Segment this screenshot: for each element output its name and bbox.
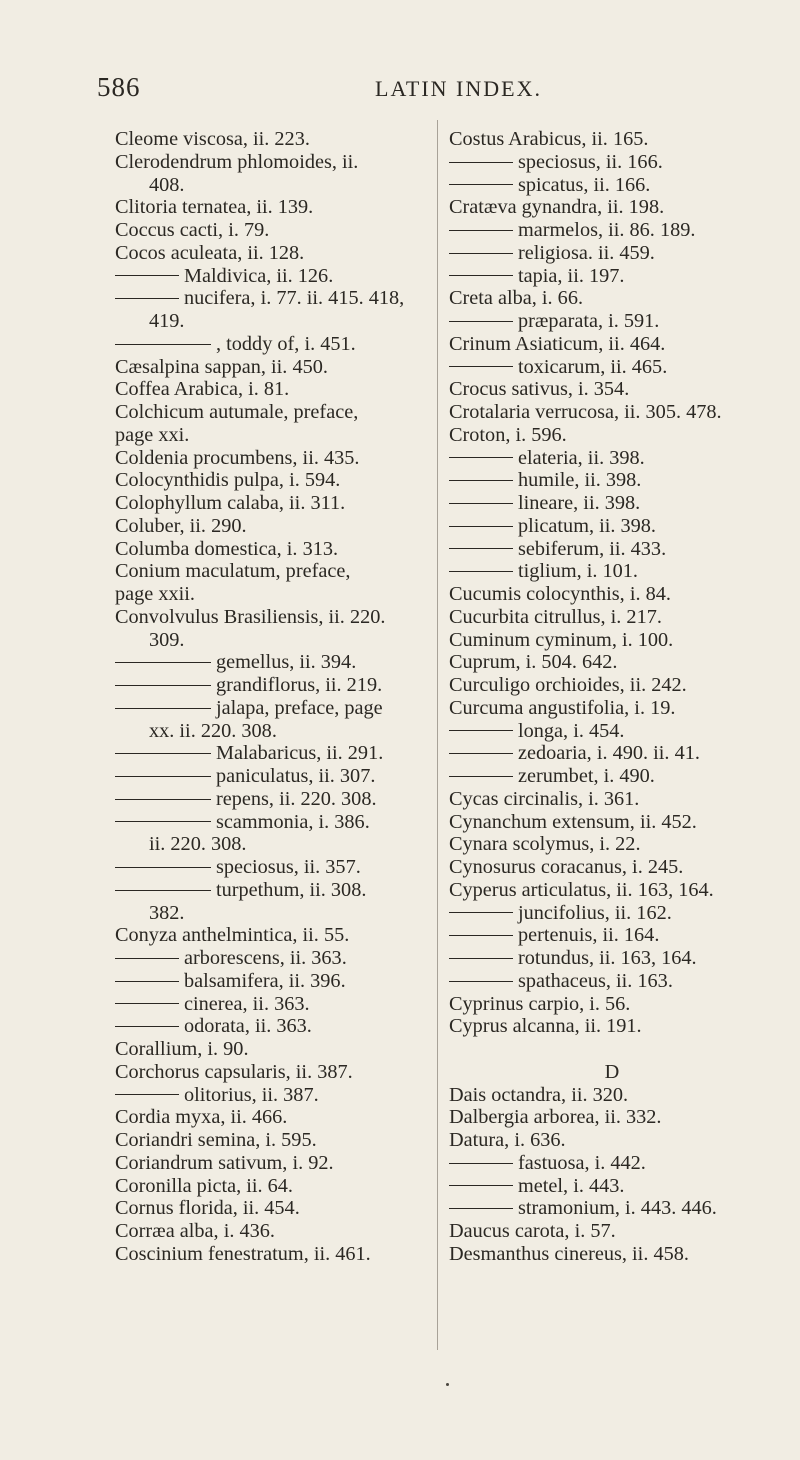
ditto-dash	[449, 253, 513, 254]
index-entry	[115, 583, 433, 606]
index-subentry	[449, 1152, 789, 1175]
entry-text: metel, i. 443.	[518, 1174, 625, 1197]
entry-text: Crinum Asiaticum, ii. 464.	[449, 332, 666, 355]
entry-text: ii. 220. 308.	[149, 833, 247, 856]
index-column-left	[115, 128, 433, 1266]
entry-text: Coccus cacti, i. 79.	[115, 219, 270, 241]
entry-text: odorata, ii. 363.	[184, 1015, 312, 1038]
entry-text: Corræa alba, i. 436.	[115, 1220, 275, 1242]
index-entry	[115, 469, 433, 492]
entry-text: Creta alba, i. 66.	[449, 287, 584, 310]
ditto-dash	[449, 753, 513, 754]
index-entry	[115, 1038, 433, 1061]
index-entry	[115, 560, 433, 583]
entry-text: Cyprinus carpio, i. 56.	[449, 992, 631, 1015]
index-entry-continuation	[115, 174, 433, 197]
entry-text: xx. ii. 220. 308.	[149, 719, 277, 742]
ditto-dash	[449, 457, 513, 458]
entry-text: stramonium, i. 443. 446.	[518, 1197, 717, 1220]
index-entry-continuation	[115, 310, 433, 333]
entry-text: Colophyllum calaba, ii. 311.	[115, 492, 346, 514]
index-subentry	[115, 856, 433, 879]
entry-text: Malabaricus, ii. 291.	[216, 742, 384, 765]
ditto-dash	[449, 548, 513, 549]
entry-text: Conium maculatum, preface,	[115, 560, 351, 583]
entry-text: Corallium, i. 90.	[115, 1038, 249, 1060]
entry-text: Curcuma angustifolia, i. 19.	[449, 696, 676, 719]
ditto-dash	[115, 821, 211, 822]
index-subentry	[449, 902, 789, 925]
entry-text: arborescens, ii. 363.	[184, 947, 347, 969]
entry-text: spicatus, ii. 166.	[518, 173, 651, 196]
running-title: LATIN INDEX.	[375, 76, 542, 101]
ditto-dash	[449, 935, 513, 936]
index-subentry	[115, 970, 433, 993]
entry-text: 419.	[149, 310, 185, 332]
index-subentry	[449, 515, 789, 538]
entry-text: speciosus, ii. 166.	[518, 150, 663, 173]
index-subentry	[115, 947, 433, 970]
index-entry	[115, 1152, 433, 1175]
index-entry	[449, 993, 789, 1016]
index-subentry	[115, 265, 433, 288]
index-entry	[449, 1220, 789, 1243]
entry-text: Conyza anthelmintica, ii. 55.	[115, 924, 350, 947]
index-subentry	[449, 151, 789, 174]
entry-text: olitorius, ii. 387.	[184, 1083, 319, 1106]
index-entry	[449, 287, 789, 310]
blank-line	[449, 1038, 789, 1061]
index-entry	[449, 879, 789, 902]
entry-text: Dalbergia arborea, ii. 332.	[449, 1106, 662, 1129]
index-subentry	[449, 538, 789, 561]
index-subentry	[115, 674, 433, 697]
index-entry	[115, 1106, 433, 1129]
entry-text: lineare, ii. 398.	[518, 492, 641, 514]
entry-text: 382.	[149, 901, 185, 924]
entry-text: religiosa. ii. 459.	[518, 241, 655, 264]
ditto-dash	[449, 480, 513, 481]
index-subentry	[449, 970, 789, 993]
ditto-dash	[115, 1094, 179, 1095]
index-subentry	[449, 469, 789, 492]
ditto-dash	[115, 890, 211, 891]
entry-text: page xxi.	[115, 423, 190, 446]
index-subentry	[449, 742, 789, 765]
ditto-dash	[449, 275, 513, 276]
ditto-dash	[449, 184, 513, 185]
entry-text: Datura, i. 636.	[449, 1129, 566, 1151]
ditto-dash	[449, 1185, 513, 1186]
index-entry	[115, 128, 433, 151]
index-entry-continuation	[115, 833, 433, 856]
entry-text: Coriandri semina, i. 595.	[115, 1129, 317, 1151]
entry-text: Cratæva gynandra, ii. 198.	[449, 196, 665, 219]
entry-text: Clerodendrum phlomoides, ii.	[115, 150, 359, 173]
index-subentry	[115, 993, 433, 1016]
ditto-dash	[115, 298, 179, 299]
index-entry	[449, 651, 789, 674]
column-divider	[437, 120, 438, 1350]
index-subentry	[449, 1175, 789, 1198]
index-entry	[115, 1129, 433, 1152]
entry-text: Cycas circinalis, i. 361.	[449, 787, 640, 810]
entry-text: sebiferum, ii. 433.	[518, 537, 667, 560]
entry-text: Convolvulus Brasiliensis, ii. 220.	[115, 605, 386, 628]
entry-text: rotundus, ii. 163, 164.	[518, 947, 697, 969]
index-subentry	[115, 811, 433, 834]
index-entry-continuation	[115, 720, 433, 743]
entry-text: Coronilla picta, ii. 64.	[115, 1174, 293, 1197]
index-column-right	[449, 128, 789, 1266]
entry-text: zedoaria, i. 490. ii. 41.	[518, 742, 700, 765]
entry-text: 408.	[149, 173, 185, 196]
entry-text: Crocus sativus, i. 354.	[449, 378, 630, 401]
index-subentry	[115, 1015, 433, 1038]
index-entry	[115, 606, 433, 629]
index-entry-continuation	[115, 629, 433, 652]
index-subentry	[449, 265, 789, 288]
index-entry	[449, 1106, 789, 1129]
entry-text: Croton, i. 596.	[449, 423, 567, 446]
entry-text: grandiflorus, ii. 219.	[216, 674, 383, 696]
entry-text: Columba domestica, i. 313.	[115, 537, 339, 560]
index-entry	[449, 128, 789, 151]
index-entry	[449, 424, 789, 447]
index-subentry	[115, 879, 433, 902]
entry-text: Costus Arabicus, ii. 165.	[449, 128, 649, 150]
index-entry	[449, 401, 789, 424]
index-subentry	[449, 492, 789, 515]
ditto-dash	[449, 230, 513, 231]
entry-text: Colocynthidis pulpa, i. 594.	[115, 469, 341, 492]
index-subentry	[449, 765, 789, 788]
entry-text: Cuprum, i. 504. 642.	[449, 651, 618, 674]
index-entry	[115, 1220, 433, 1243]
ditto-dash	[449, 912, 513, 913]
ink-speck	[446, 1383, 449, 1386]
entry-text: cinerea, ii. 363.	[184, 992, 310, 1015]
entry-text: tiglium, i. 101.	[518, 560, 639, 583]
entry-text: Coluber, ii. 290.	[115, 514, 247, 537]
entry-text: Dais octandra, ii. 320.	[449, 1083, 629, 1106]
index-entry	[115, 924, 433, 947]
index-entry	[449, 1084, 789, 1107]
ditto-dash	[449, 503, 513, 504]
ditto-dash	[115, 662, 211, 663]
ditto-dash	[115, 708, 211, 709]
index-subentry	[115, 651, 433, 674]
entry-text: Cæsalpina sappan, ii. 450.	[115, 355, 328, 378]
index-entry	[449, 333, 789, 356]
entry-text: Coldenia procumbens, ii. 435.	[115, 446, 360, 469]
ditto-dash	[449, 571, 513, 572]
ditto-dash	[449, 366, 513, 367]
entry-text: elateria, ii. 398.	[518, 446, 645, 469]
index-entry	[115, 515, 433, 538]
ditto-dash	[115, 685, 211, 686]
ditto-dash	[115, 799, 211, 800]
entry-text: Coscinium fenestratum, ii. 461.	[115, 1242, 371, 1265]
ditto-dash	[115, 753, 211, 754]
index-subentry	[115, 697, 433, 720]
entry-text: Cleome viscosa, ii. 223.	[115, 128, 310, 150]
ditto-dash	[449, 981, 513, 982]
entry-text: juncifolius, ii. 162.	[518, 901, 672, 924]
index-subentry	[115, 742, 433, 765]
index-entry	[115, 1243, 433, 1266]
index-entry	[115, 1175, 433, 1198]
entry-text: Clitoria ternatea, ii. 139.	[115, 196, 314, 219]
entry-text: Cynanchum extensum, ii. 452.	[449, 810, 697, 833]
page-number: 586	[97, 72, 141, 102]
index-subentry	[449, 447, 789, 470]
entry-text: Maldivica, ii. 126.	[184, 264, 334, 287]
index-subentry	[115, 287, 433, 310]
ditto-dash	[115, 958, 179, 959]
index-entry	[449, 629, 789, 652]
index-subentry	[115, 333, 433, 356]
index-entry	[449, 856, 789, 879]
index-entry	[449, 788, 789, 811]
index-entry	[115, 378, 433, 401]
index-subentry	[449, 947, 789, 970]
entry-text: Colchicum autumale, preface,	[115, 401, 359, 423]
entry-text: Cornus florida, ii. 454.	[115, 1197, 300, 1220]
entry-text: tapia, ii. 197.	[518, 264, 625, 287]
ditto-dash	[115, 344, 211, 345]
index-subentry	[449, 356, 789, 379]
ditto-dash	[449, 730, 513, 731]
index-entry	[449, 697, 789, 720]
entry-text: fastuosa, i. 442.	[518, 1151, 646, 1174]
index-entry	[449, 583, 789, 606]
entry-text: gemellus, ii. 394.	[216, 651, 357, 674]
ditto-dash	[449, 321, 513, 322]
ditto-dash	[115, 1026, 179, 1027]
index-entry	[449, 606, 789, 629]
entry-text: Cyprus alcanna, ii. 191.	[449, 1015, 642, 1038]
index-entry	[115, 447, 433, 470]
entry-text: Daucus carota, i. 57.	[449, 1220, 616, 1242]
section-letter	[449, 1061, 789, 1084]
index-entry	[449, 1015, 789, 1038]
entry-text: Desmanthus cinereus, ii. 458.	[449, 1242, 689, 1265]
index-entry	[449, 811, 789, 834]
index-subentry	[115, 1084, 433, 1107]
index-subentry	[115, 788, 433, 811]
index-entry	[449, 833, 789, 856]
index-subentry	[449, 1197, 789, 1220]
entry-text: humile, ii. 398.	[518, 469, 642, 492]
index-entry	[115, 424, 433, 447]
ditto-dash	[115, 1003, 179, 1004]
index-entry	[115, 151, 433, 174]
entry-text: spathaceus, ii. 163.	[518, 969, 673, 992]
index-entry	[115, 1061, 433, 1084]
index-entry	[115, 1197, 433, 1220]
index-subentry	[449, 310, 789, 333]
entry-text: Cucumis colocynthis, i. 84.	[449, 583, 671, 605]
ditto-dash	[115, 776, 211, 777]
entry-text: balsamifera, ii. 396.	[184, 969, 346, 992]
ditto-dash	[449, 1163, 513, 1164]
entry-text: pertenuis, ii. 164.	[518, 924, 660, 947]
index-entry	[449, 1129, 789, 1152]
entry-text: D	[604, 1060, 620, 1083]
index-entry	[115, 492, 433, 515]
index-entry-continuation	[115, 902, 433, 925]
entry-text: 309.	[149, 628, 185, 651]
entry-text: repens, ii. 220. 308.	[216, 787, 377, 810]
index-entry	[115, 196, 433, 219]
index-subentry	[449, 242, 789, 265]
ditto-dash	[449, 162, 513, 163]
entry-text: jalapa, preface, page	[216, 696, 383, 719]
index-subentry	[449, 924, 789, 947]
index-entry	[449, 378, 789, 401]
index-subentry	[115, 765, 433, 788]
entry-text: plicatum, ii. 398.	[518, 514, 657, 537]
index-entry	[115, 401, 433, 424]
index-entry	[115, 219, 433, 242]
entry-text: toxicarum, ii. 465.	[518, 355, 668, 378]
ditto-dash	[449, 958, 513, 959]
entry-text: longa, i. 454.	[518, 719, 625, 742]
entry-text: zerumbet, i. 490.	[518, 765, 655, 787]
ditto-dash	[115, 275, 179, 276]
entry-text: paniculatus, ii. 307.	[216, 765, 376, 787]
entry-text: scammonia, i. 386.	[216, 810, 370, 833]
entry-text: Cynara scolymus, i. 22.	[449, 833, 641, 856]
index-entry	[449, 674, 789, 697]
ditto-dash	[449, 1208, 513, 1209]
index-subentry	[449, 174, 789, 197]
index-subentry	[449, 560, 789, 583]
entry-text: turpethum, ii. 308.	[216, 878, 367, 901]
entry-text: Cuminum cyminum, i. 100.	[449, 628, 674, 651]
entry-text: Cordia myxa, ii. 466.	[115, 1106, 288, 1129]
entry-text: Cyperus articulatus, ii. 163, 164.	[449, 878, 714, 901]
entry-text: Curculigo orchioides, ii. 242.	[449, 674, 687, 696]
ditto-dash	[449, 776, 513, 777]
entry-text: speciosus, ii. 357.	[216, 856, 361, 878]
ditto-dash	[449, 526, 513, 527]
index-entry	[449, 196, 789, 219]
entry-text: Crotalaria verrucosa, ii. 305. 478.	[449, 401, 722, 423]
entry-text: Cocos aculeata, ii. 128.	[115, 241, 305, 264]
entry-text: Coffea Arabica, i. 81.	[115, 378, 290, 401]
entry-text: marmelos, ii. 86. 189.	[518, 219, 696, 241]
index-subentry	[449, 219, 789, 242]
entry-text: Coriandrum sativum, i. 92.	[115, 1151, 334, 1174]
index-subentry	[449, 720, 789, 743]
index-entry	[115, 242, 433, 265]
index-entry	[449, 1243, 789, 1266]
entry-text: præparata, i. 591.	[518, 310, 660, 332]
ditto-dash	[115, 981, 179, 982]
entry-text: , toddy of, i. 451.	[216, 332, 356, 355]
index-entry	[115, 538, 433, 561]
entry-text: Corchorus capsularis, ii. 387.	[115, 1060, 353, 1083]
ditto-dash	[115, 867, 211, 868]
entry-text: Cucurbita citrullus, i. 217.	[449, 605, 662, 628]
entry-text: nucifera, i. 77. ii. 415. 418,	[184, 287, 405, 310]
entry-text: Cynosurus coracanus, i. 245.	[449, 856, 684, 878]
index-entry	[115, 356, 433, 379]
entry-text: page xxii.	[115, 583, 195, 605]
